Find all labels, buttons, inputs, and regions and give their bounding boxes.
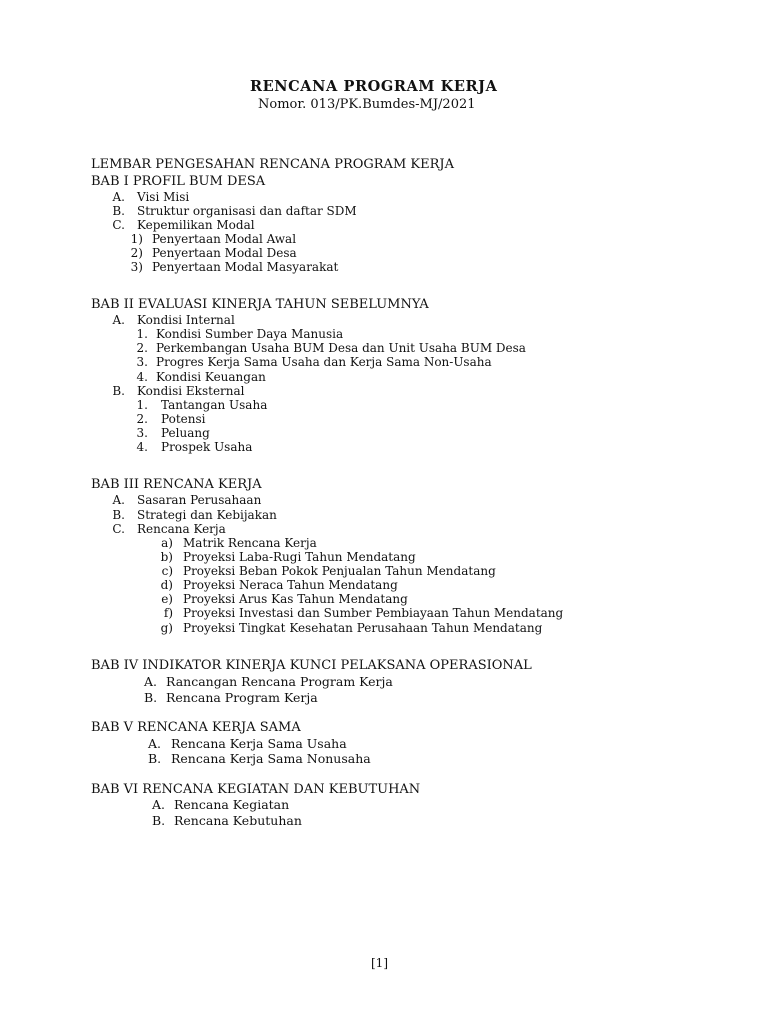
bab2-a-sub-2-label: 2. — [136, 341, 148, 355]
bab3-item-c-label: C. — [112, 522, 125, 536]
bab2-b-sub-4-label: 4. — [136, 440, 148, 454]
document-number: Nomor. 013/PK.Bumdes-MJ/2021 — [258, 97, 476, 112]
bab2-b-sub-3-label: 3. — [136, 426, 148, 440]
bab2-a: Kondisi Internal — [137, 313, 235, 327]
bab3-sub-g: Proyeksi Tingkat Kesehatan Perusahaan Tahun Mendatang — [183, 621, 543, 635]
bab3-sub-b: Proyeksi Laba-Rugi Tahun Mendatang — [183, 550, 416, 564]
bab6-item-b-label: B. — [152, 813, 166, 828]
bab4-item-b-label: B. — [144, 690, 158, 705]
bab6-item-a: Rencana Kegiatan — [174, 797, 290, 812]
bab1-item-a: Visi Misi — [137, 190, 190, 204]
bab1-item-c-label: C. — [112, 218, 125, 232]
bab6-item-a-label: A. — [152, 797, 166, 812]
bab3-sub-c-label: c) — [161, 564, 173, 578]
bab2-b-sub-2-label: 2. — [136, 412, 148, 426]
bab1-heading: BAB I PROFIL BUM DESA — [91, 174, 266, 189]
bab5-item-a: Rencana Kerja Sama Usaha — [171, 736, 347, 751]
bab3-sub-f-label: f) — [163, 606, 173, 620]
bab5-item-b-label: B. — [148, 751, 162, 766]
page-number: [1] — [371, 956, 388, 970]
bab1-sub-3: Penyertaan Modal Masyarakat — [152, 260, 339, 274]
bab3-item-a-label: A. — [112, 493, 125, 507]
bab5-heading: BAB V RENCANA KERJA SAMA — [91, 720, 301, 735]
bab1-sub-2: Penyertaan Modal Desa — [152, 246, 297, 260]
bab3-item-b: Strategi dan Kebijakan — [137, 508, 277, 522]
bab2-b-label: B. — [112, 384, 125, 398]
bab3-item-b-label: B. — [112, 508, 125, 522]
bab5-item-a-label: A. — [148, 736, 162, 751]
bab6-item-b: Rencana Kebutuhan — [174, 813, 302, 828]
bab3-item-c: Rencana Kerja — [137, 522, 226, 536]
bab3-sub-f: Proyeksi Investasi dan Sumber Pembiayaan Tahun Mendatang — [183, 606, 564, 620]
bab1-sub-1: Penyertaan Modal Awal — [152, 232, 297, 246]
bab3-sub-c: Proyeksi Beban Pokok Penjualan Tahun Mendatang — [183, 564, 496, 578]
bab1-sub-3-label: 3) — [130, 260, 143, 274]
bab2-heading: BAB II EVALUASI KINERJA TAHUN SEBELUMNYA — [91, 297, 429, 312]
bab5-item-b: Rencana Kerja Sama Nonusaha — [171, 751, 371, 766]
bab4-heading: BAB IV INDIKATOR KINERJA KUNCI PELAKSANA OPERASIONAL — [91, 658, 532, 673]
bab1-item-a-label: A. — [112, 190, 125, 204]
bab2-a-sub-3: Progres Kerja Sama Usaha dan Kerja Sama Non-Usaha — [156, 355, 492, 369]
bab3-sub-d-label: d) — [160, 578, 173, 592]
bab3-sub-e-label: e) — [161, 592, 173, 606]
bab2-b-sub-4: Prospek Usaha — [161, 440, 253, 454]
bab2-b-sub-1-label: 1. — [136, 398, 148, 412]
bab1-item-b-label: B. — [112, 204, 125, 218]
bab2-a-sub-4-label: 4. — [136, 370, 148, 384]
bab1-item-b: Struktur organisasi dan daftar SDM — [137, 204, 357, 218]
bab3-sub-g-label: g) — [160, 621, 173, 635]
bab6-heading: BAB VI RENCANA KEGIATAN DAN KEBUTUHAN — [91, 782, 421, 797]
bab2-a-label: A. — [112, 313, 125, 327]
bab3-sub-e: Proyeksi Arus Kas Tahun Mendatang — [183, 592, 408, 606]
bab4-item-b: Rencana Program Kerja — [166, 690, 318, 705]
bab2-b: Kondisi Eksternal — [137, 384, 245, 398]
bab3-sub-a: Matrik Rencana Kerja — [183, 536, 317, 550]
bab2-a-sub-1-label: 1. — [136, 327, 148, 341]
bab3-sub-b-label: b) — [160, 550, 173, 564]
bab2-a-sub-1: Kondisi Sumber Daya Manusia — [156, 327, 344, 341]
bab2-b-sub-2: Potensi — [161, 412, 206, 426]
lembar-pengesahan: LEMBAR PENGESAHAN RENCANA PROGRAM KERJA — [91, 157, 454, 172]
bab3-item-a: Sasaran Perusahaan — [137, 493, 262, 507]
bab2-a-sub-2: Perkembangan Usaha BUM Desa dan Unit Usaha BUM Desa — [156, 341, 526, 355]
bab2-a-sub-4: Kondisi Keuangan — [156, 370, 266, 384]
bab4-item-a: Rancangan Rencana Program Kerja — [166, 674, 393, 689]
document-title: RENCANA PROGRAM KERJA — [250, 78, 498, 95]
bab1-item-c: Kepemilikan Modal — [137, 218, 255, 232]
bab3-sub-d: Proyeksi Neraca Tahun Mendatang — [183, 578, 398, 592]
bab2-a-sub-3-label: 3. — [136, 355, 148, 369]
bab3-sub-a-label: a) — [161, 536, 173, 550]
bab4-item-a-label: A. — [144, 674, 158, 689]
bab3-heading: BAB III RENCANA KERJA — [91, 477, 262, 492]
bab2-b-sub-1: Tantangan Usaha — [161, 398, 268, 412]
bab2-b-sub-3: Peluang — [161, 426, 210, 440]
bab1-sub-1-label: 1) — [130, 232, 143, 246]
bab1-sub-2-label: 2) — [130, 246, 143, 260]
